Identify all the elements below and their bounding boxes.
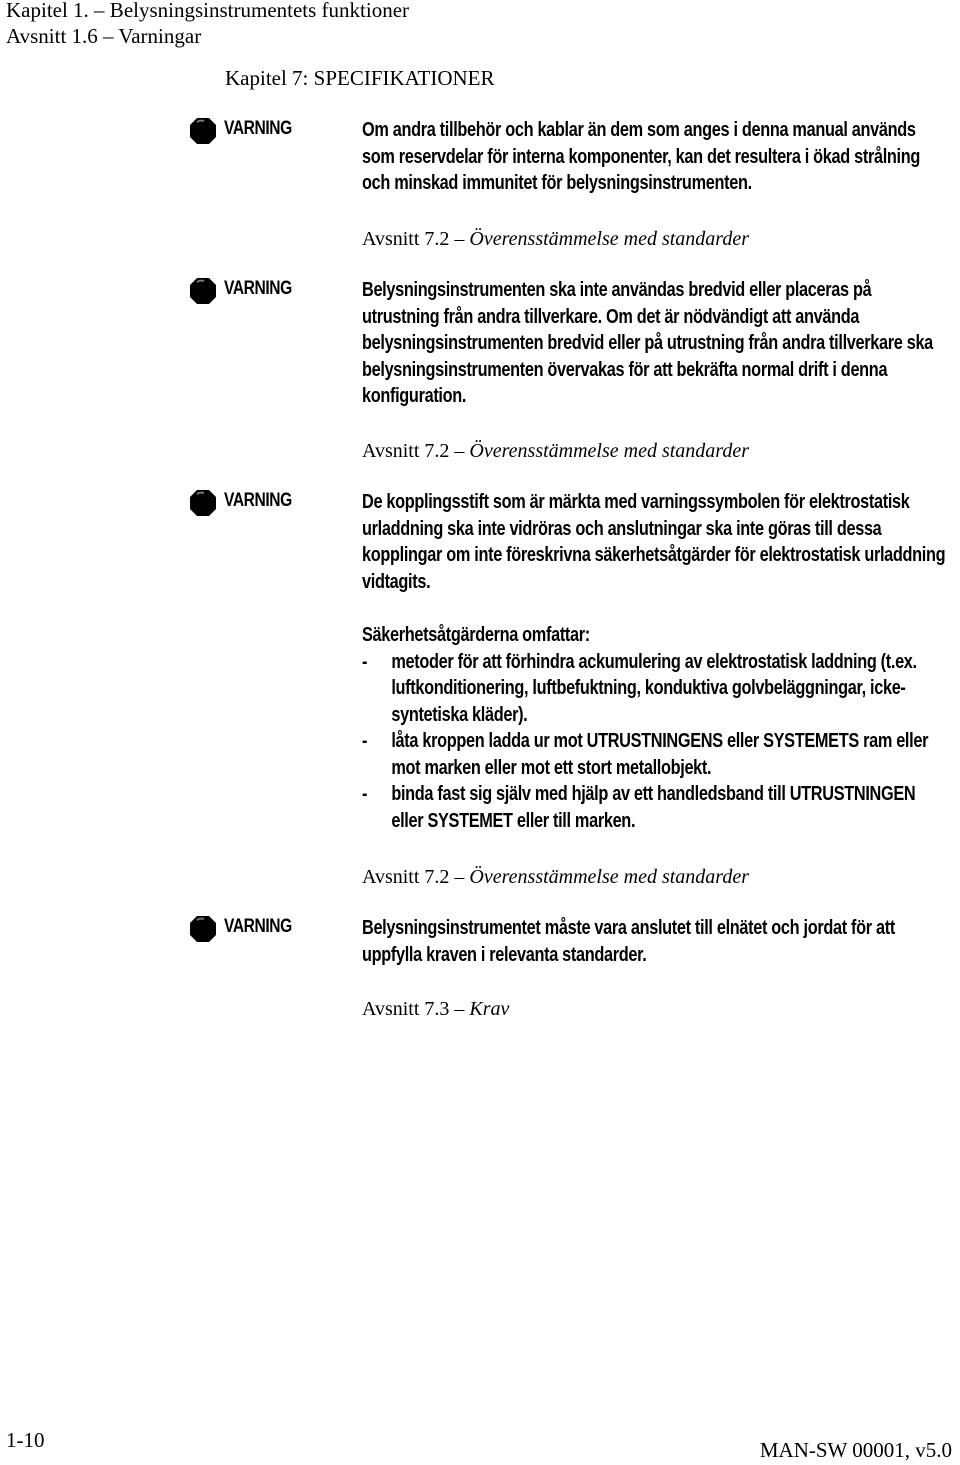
warning-label: VARNING xyxy=(224,118,292,139)
running-header-chapter: Kapitel 1. – Belysningsinstrumentets funktioner xyxy=(6,0,410,22)
running-header-section: Avsnitt 1.6 – Varningar xyxy=(6,24,202,48)
warning-text: Belysningsinstrumentet måste vara anslutet till elnätet och jordat för att uppfylla kraven i relevanta standarder. xyxy=(362,917,895,966)
section-reference: Avsnitt 7.2 – Överensstämmelse med standarder xyxy=(362,866,750,888)
list-item: - metoder för att förhindra ackumulering av elektrostatisk laddning (t.ex. luftkonditionering, luftbefuktning, konduktiva golvbeläggningar, icke-syntetiska kläder). xyxy=(362,650,917,726)
section-reference: Avsnitt 7.2 – Överensstämmelse med standarder xyxy=(362,228,750,250)
safety-measures xyxy=(362,622,949,834)
warning-octagon-icon xyxy=(189,489,217,517)
warning-text: Om andra tillbehör och kablar än dem som anges i denna manual används som reservdelar för interna komponenter, kan det resultera i ökad strålning och minskad immunitet för belysningsinstrumenten. xyxy=(362,119,921,194)
safety-measures-title: Säkerhetsåtgärderna omfattar: xyxy=(362,624,590,646)
list-item: - binda fast sig själv med hjälp av ett handledsband till UTRUSTNINGEN eller SYSTEMET eller till marken. xyxy=(362,783,916,832)
page-number: 1-10 xyxy=(6,1428,45,1452)
warning-label: VARNING xyxy=(224,278,292,299)
list-item: - låta kroppen ladda ur mot UTRUSTNINGENS eller SYSTEMETS ram eller mot marken eller mot ett stort metallobjekt. xyxy=(362,730,929,779)
warning-octagon-icon xyxy=(189,915,217,943)
document-id: MAN-SW 00001, v5.0 xyxy=(759,1438,952,1462)
warning-text: De kopplingsstift som är märkta med varningssymbolen för elektrostatisk urladdning ska inte vidröras och anslutningar ska inte göras till dessa kopplingar om inte föreskrivna säkerhetsåtgärder för elektrostatisk urladdning vidtagits. xyxy=(362,491,946,593)
warning-text: Belysningsinstrumenten ska inte användas bredvid eller placeras på utrustning från andra tillverkare. Om det är nödvändigt att använda belysningsinstrumenten bredvid eller på utrustning från andra tillverkare ska belysningsinstrumenten övervakas för att bekräfta normal drift i denna konfiguration. xyxy=(362,279,933,407)
section-reference: Avsnitt 7.3 – Krav xyxy=(362,998,510,1020)
section-reference: Avsnitt 7.2 – Överensstämmelse med standarder xyxy=(362,440,750,462)
warning-octagon-icon xyxy=(189,117,217,145)
warning-label: VARNING xyxy=(224,916,292,937)
chapter-title: Kapitel 7: SPECIFIKATIONER xyxy=(225,66,495,90)
warning-label: VARNING xyxy=(224,490,292,511)
warning-octagon-icon xyxy=(189,277,217,305)
